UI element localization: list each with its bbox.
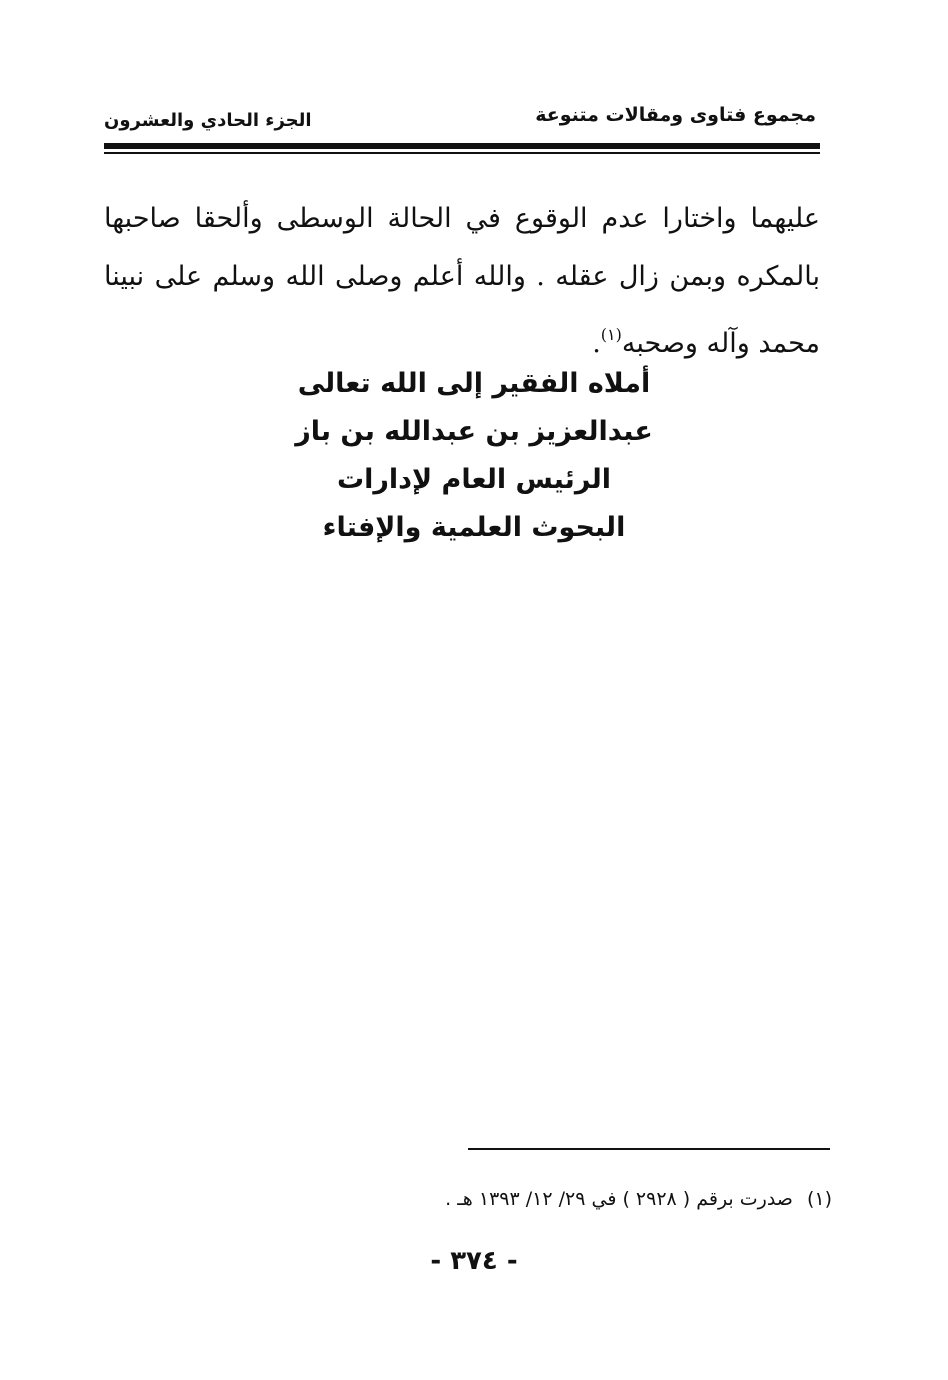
signature-line: عبدالعزيز بن عبدالله بن باز bbox=[295, 416, 653, 447]
header-rule-thick bbox=[104, 143, 820, 149]
footnote-separator bbox=[468, 1148, 830, 1150]
header-rule-thin bbox=[104, 152, 820, 154]
paragraph-end: . bbox=[592, 328, 601, 359]
signature-line: البحوث العلمية والإفتاء bbox=[322, 512, 626, 543]
body-paragraph bbox=[104, 190, 820, 373]
footnote-marker: (١) bbox=[806, 1188, 832, 1210]
collection-title: مجموع فتاوى ومقالات متنوعة bbox=[535, 104, 816, 126]
signature-block bbox=[224, 360, 724, 552]
signature-line: الرئيس العام لإدارات bbox=[336, 464, 612, 495]
page-number: - ٣٧٤ - bbox=[430, 1246, 518, 1276]
signature-line: أملاه الفقير إلى الله تعالى bbox=[297, 368, 651, 399]
footnote bbox=[300, 1188, 832, 1210]
paragraph-text: عليهما واختارا عدم الوقوع في الحالة الوسطى وألحقا صاحبها بالمكره وبمن زال عقله . والله أعلم وصلى الله وسلم على نبينا محمد وآله وصحبه bbox=[104, 203, 820, 359]
volume-title: الجزء الحادي والعشرون bbox=[104, 110, 312, 131]
footnote-reference: (١) bbox=[600, 325, 622, 344]
footnote-text: صدرت برقم ( ٢٩٢٨ ) في ٢٩/ ١٢/ ١٣٩٣ هـ . bbox=[445, 1188, 793, 1210]
